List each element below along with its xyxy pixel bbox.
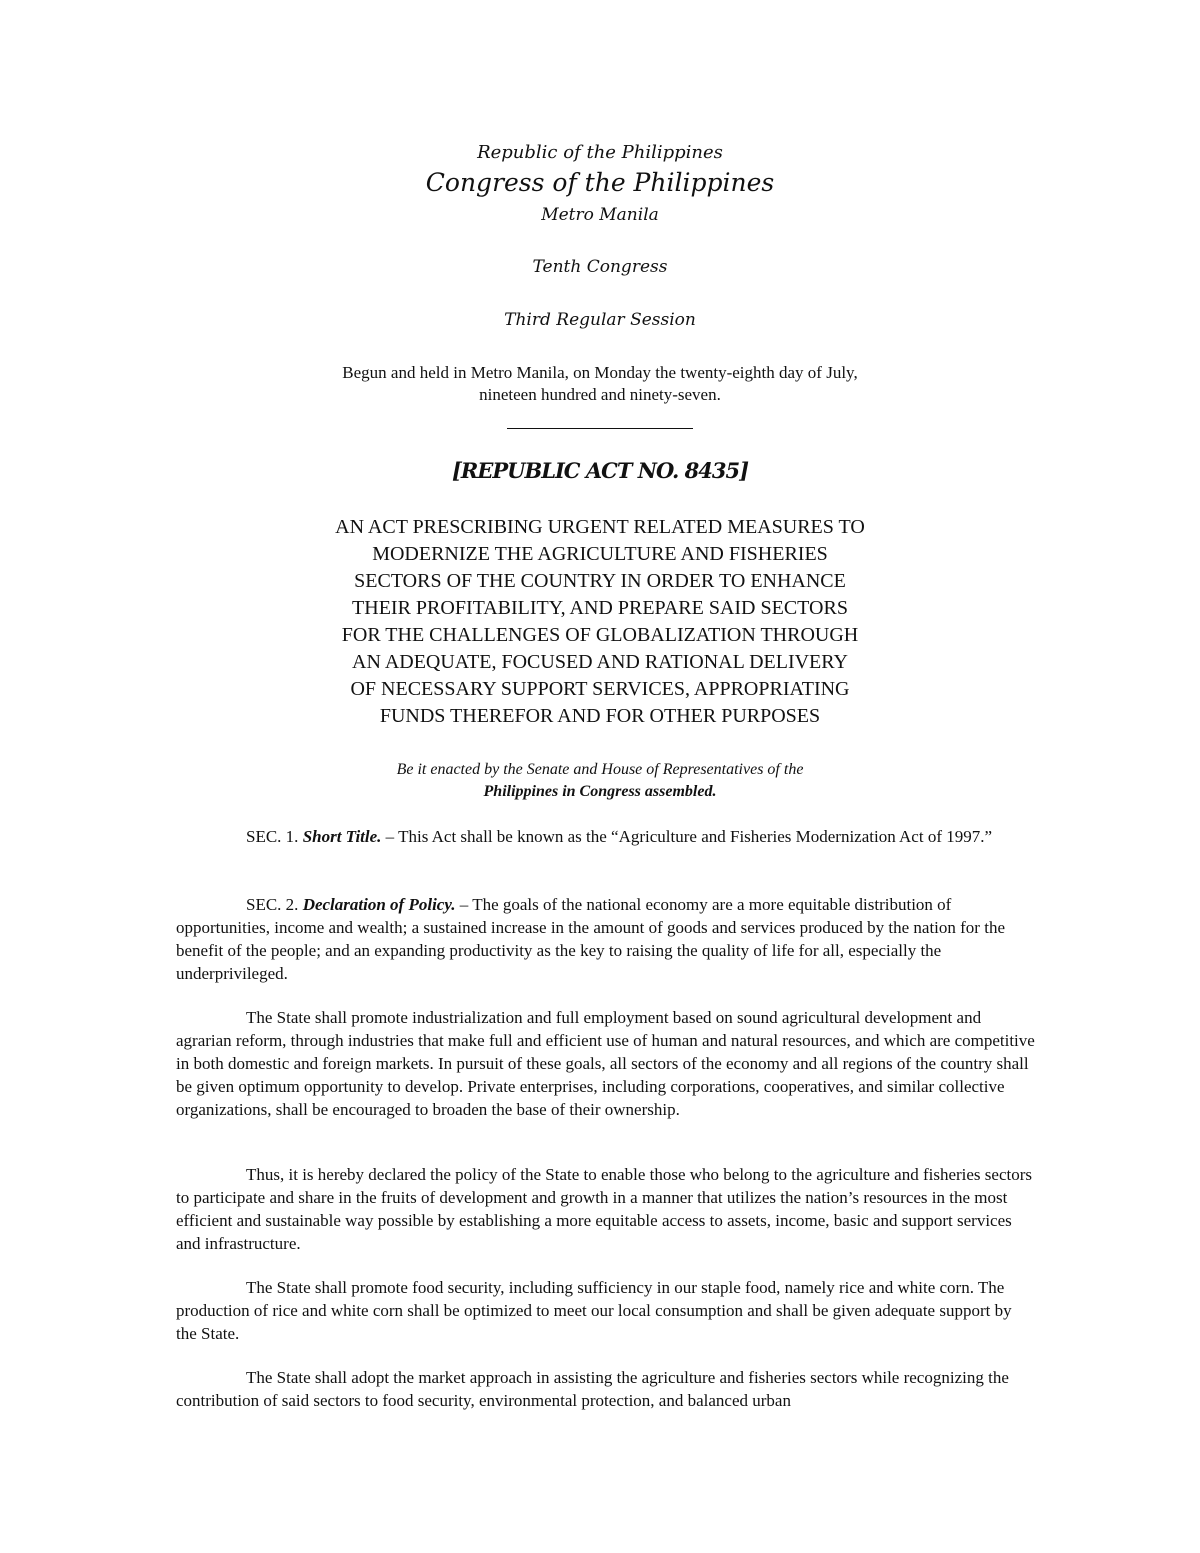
section-2-heading: Declaration of Policy. (302, 895, 456, 914)
paragraph-food-security (176, 1276, 1036, 1345)
begun-line-2: nineteen hundred and ninety-seven. (479, 385, 721, 404)
section-2-label: SEC. 2. (246, 895, 299, 914)
act-title-line: MODERNIZE THE AGRICULTURE AND FISHERIES (372, 543, 828, 565)
act-title-line: OF NECESSARY SUPPORT SERVICES, APPROPRIATING (350, 678, 850, 700)
header-congress: Congress of the Philippines (425, 168, 775, 197)
section-2 (176, 893, 1036, 985)
act-title-line: AN ACT PRESCRIBING URGENT RELATED MEASURES TO (335, 516, 865, 538)
act-title-line: SECTORS OF THE COUNTRY IN ORDER TO ENHANCE (354, 570, 846, 592)
act-title-line: FOR THE CHALLENGES OF GLOBALIZATION THROUGH (341, 624, 859, 646)
act-title-line: FUNDS THEREFOR AND FOR OTHER PURPOSES (379, 705, 821, 727)
paragraph-policy (176, 1163, 1036, 1255)
section-1-heading: Short Title. (302, 827, 382, 846)
paragraph-text: Thus, it is hereby declared the policy of the State to enable those who belong to the agriculture and fisheries sectors to participate and share in the fruits of development and growth in a manner that utilizes the nation’s resources in the most efficient and sustainable way possible by establishing a more equitable access to assets, income, basic and support services and infrastructure. (176, 1165, 1033, 1253)
header-session: Third Regular Session (504, 310, 696, 330)
enacting-line-2-text: Philippines in Congress assembled. (483, 783, 717, 800)
act-title (0, 514, 1200, 730)
act-title-line: AN ADEQUATE, FOCUSED AND RATIONAL DELIVERY (352, 651, 848, 673)
act-title-line: THEIR PROFITABILITY, AND PREPARE SAID SECTORS (352, 597, 848, 619)
header-divider (507, 428, 693, 429)
enacting-clause (0, 759, 1200, 803)
paragraph-text: The State shall adopt the market approach in assisting the agriculture and fisheries sectors while recognizing the contribution of said sectors to food security, environmental protection, and balanced urban (176, 1368, 1009, 1410)
enacting-line-2 (0, 781, 1200, 803)
paragraph-text: The State shall promote food security, including sufficiency in our staple food, namely rice and white corn. The production of rice and white corn shall be optimized to meet our local consumption and shall be given adequate support by the State. (176, 1278, 1012, 1343)
act-number: [REPUBLIC ACT NO. 8435] (451, 458, 749, 483)
header-location: Metro Manila (541, 205, 659, 225)
enacting-line-1: Be it enacted by the Senate and House of Representatives of the (396, 761, 804, 778)
paragraph-market-approach (176, 1366, 1036, 1412)
begun-line-1: Begun and held in Metro Manila, on Monday the twenty-eighth day of July, (342, 363, 858, 382)
section-1-text: – This Act shall be known as the “Agriculture and Fisheries Modernization Act of 1997.” (385, 827, 993, 846)
header-congress-number: Tenth Congress (532, 257, 668, 277)
section-1-label: SEC. 1. (246, 827, 299, 846)
paragraph-text: The State shall promote industrialization and full employment based on sound agricultural development and agrarian reform, through industries that make full and efficient use of human and natural resources, and which are competitive in both domestic and foreign markets. In pursuit of these goals, all sectors of the economy and all regions of the country shall be given optimum opportunity to develop. Private enterprises, including corporations, cooperatives, and similar collective organizations, shall be encouraged to broaden the base of their ownership. (176, 1008, 1035, 1119)
section-2-text: – The goals of the national economy are a more equitable distribution of opportunities, income and wealth; a sustained increase in the amount of goods and services produced by the nation for the benefit of the people; and an expanding productivity as the key to raising the quality of life for all, especially the underprivileged. (176, 895, 1005, 983)
begun-statement (0, 362, 1200, 406)
header-republic: Republic of the Philippines (477, 142, 723, 163)
section-1 (176, 825, 1036, 848)
paragraph-industrialization (176, 1006, 1036, 1121)
